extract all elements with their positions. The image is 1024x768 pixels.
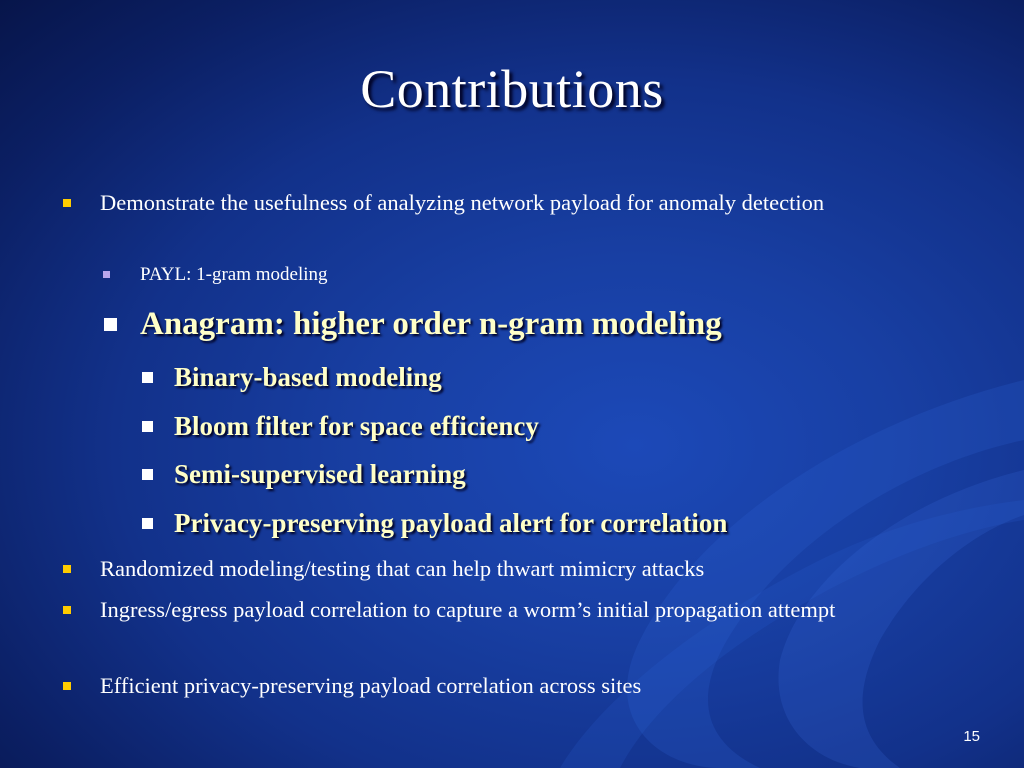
bullet-text: Randomized modeling/testing that can help thwart mimicry attacks: [100, 556, 705, 581]
slide-title: Contributions: [360, 59, 664, 119]
square-bullet-icon: [142, 421, 153, 432]
bullet-text: Privacy-preserving payload alert for correlation: [174, 508, 728, 538]
bullet-item-level3: [174, 457, 466, 491]
bullet-text: PAYL: 1-gram modeling: [140, 264, 328, 285]
bullet-text: Efficient privacy-preserving payload correlation across sites: [100, 673, 642, 698]
bullet-text: Bloom filter for space efficiency: [174, 411, 539, 441]
bullet-item-level1: [100, 593, 940, 627]
square-bullet-icon: [142, 469, 153, 480]
square-bullet-icon: [142, 372, 153, 383]
square-bullet-icon: [63, 682, 71, 690]
square-bullet-icon: [63, 606, 71, 614]
square-bullet-icon: [142, 518, 153, 529]
square-bullet-icon: [63, 565, 71, 573]
bullet-item-level1: [100, 552, 940, 586]
bullet-text: Demonstrate the usefulness of analyzing network payload for anomaly detection: [100, 190, 825, 215]
bullet-item-level3: [174, 360, 442, 394]
bullet-text: Anagram: higher order n-gram modeling: [140, 306, 722, 342]
bullet-item-level2: [140, 262, 328, 288]
bullet-text: Semi-supervised learning: [174, 459, 466, 489]
bullet-item-level1: [100, 669, 940, 703]
bullet-item-level2-emphasis: [140, 304, 722, 344]
page-number: 15: [963, 728, 980, 745]
square-bullet-icon: [103, 271, 110, 278]
bullet-text: Binary-based modeling: [174, 362, 442, 392]
square-bullet-icon: [104, 318, 117, 331]
bullet-item-level1: [100, 186, 940, 220]
bullet-text: Ingress/egress payload correlation to capture a worm’s initial propagation attempt: [100, 597, 836, 622]
bullet-item-level3: [174, 409, 539, 443]
bullet-item-level3: [174, 506, 727, 540]
square-bullet-icon: [63, 199, 71, 207]
